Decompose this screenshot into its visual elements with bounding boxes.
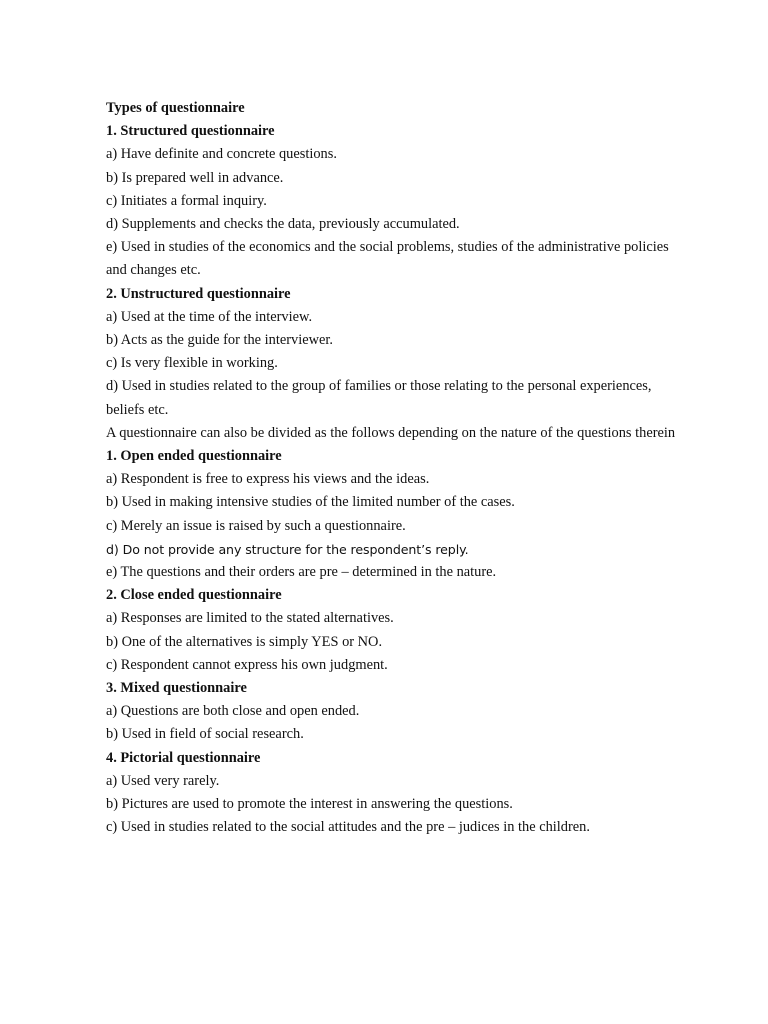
section-heading-mixed: 3. Mixed questionnaire bbox=[106, 680, 247, 697]
document-body bbox=[106, 97, 686, 840]
list-item: d) Do not provide any structure for the respondent’s reply. bbox=[106, 541, 469, 557]
section-heading-unstructured: 2. Unstructured questionnaire bbox=[106, 285, 291, 302]
list-item: b) Used in field of social research. bbox=[106, 726, 304, 743]
section-heading-close-ended: 2. Close ended questionnaire bbox=[106, 587, 282, 604]
intro-paragraph: A questionnaire can also be divided as the follows depending on the nature of the questions therein bbox=[106, 424, 676, 441]
list-item: a) Responses are limited to the stated alternatives. bbox=[106, 610, 394, 627]
document-title: Types of questionnaire bbox=[106, 100, 245, 116]
list-item: e) The questions and their orders are pre – determined in the nature. bbox=[106, 564, 497, 581]
list-item: c) Is very flexible in working. bbox=[106, 355, 278, 372]
list-item: a) Questions are both close and open ended. bbox=[106, 703, 360, 720]
list-item: c) Used in studies related to the social attitudes and the pre – judices in the children. bbox=[106, 819, 590, 836]
list-item: b) Acts as the guide for the interviewer. bbox=[106, 332, 333, 349]
section-heading-structured: 1. Structured questionnaire bbox=[106, 123, 275, 140]
list-item: e) Used in studies of the economics and the social problems, studies of the administrative policies and changes etc. bbox=[106, 239, 669, 279]
section-heading-pictorial: 4. Pictorial questionnaire bbox=[106, 749, 261, 766]
list-item: b) Used in making intensive studies of the limited number of the cases. bbox=[106, 494, 515, 511]
list-item: b) Is prepared well in advance. bbox=[106, 169, 284, 186]
list-item: a) Have definite and concrete questions. bbox=[106, 146, 337, 163]
list-item: b) One of the alternatives is simply YES or NO. bbox=[106, 633, 383, 650]
list-item: b) Pictures are used to promote the interest in answering the questions. bbox=[106, 796, 513, 813]
section-heading-open-ended: 1. Open ended questionnaire bbox=[106, 448, 282, 465]
list-item: d) Supplements and checks the data, previously accumulated. bbox=[106, 216, 460, 233]
list-item: a) Used at the time of the interview. bbox=[106, 308, 313, 325]
list-item: c) Merely an issue is raised by such a questionnaire. bbox=[106, 517, 406, 534]
list-item: c) Initiates a formal inquiry. bbox=[106, 192, 267, 209]
list-item: a) Respondent is free to express his views and the ideas. bbox=[106, 471, 430, 488]
list-item: d) Used in studies related to the group of families or those relating to the personal experiences, beliefs etc. bbox=[106, 378, 652, 418]
list-item: a) Used very rarely. bbox=[106, 772, 220, 789]
list-item: c) Respondent cannot express his own judgment. bbox=[106, 656, 388, 673]
